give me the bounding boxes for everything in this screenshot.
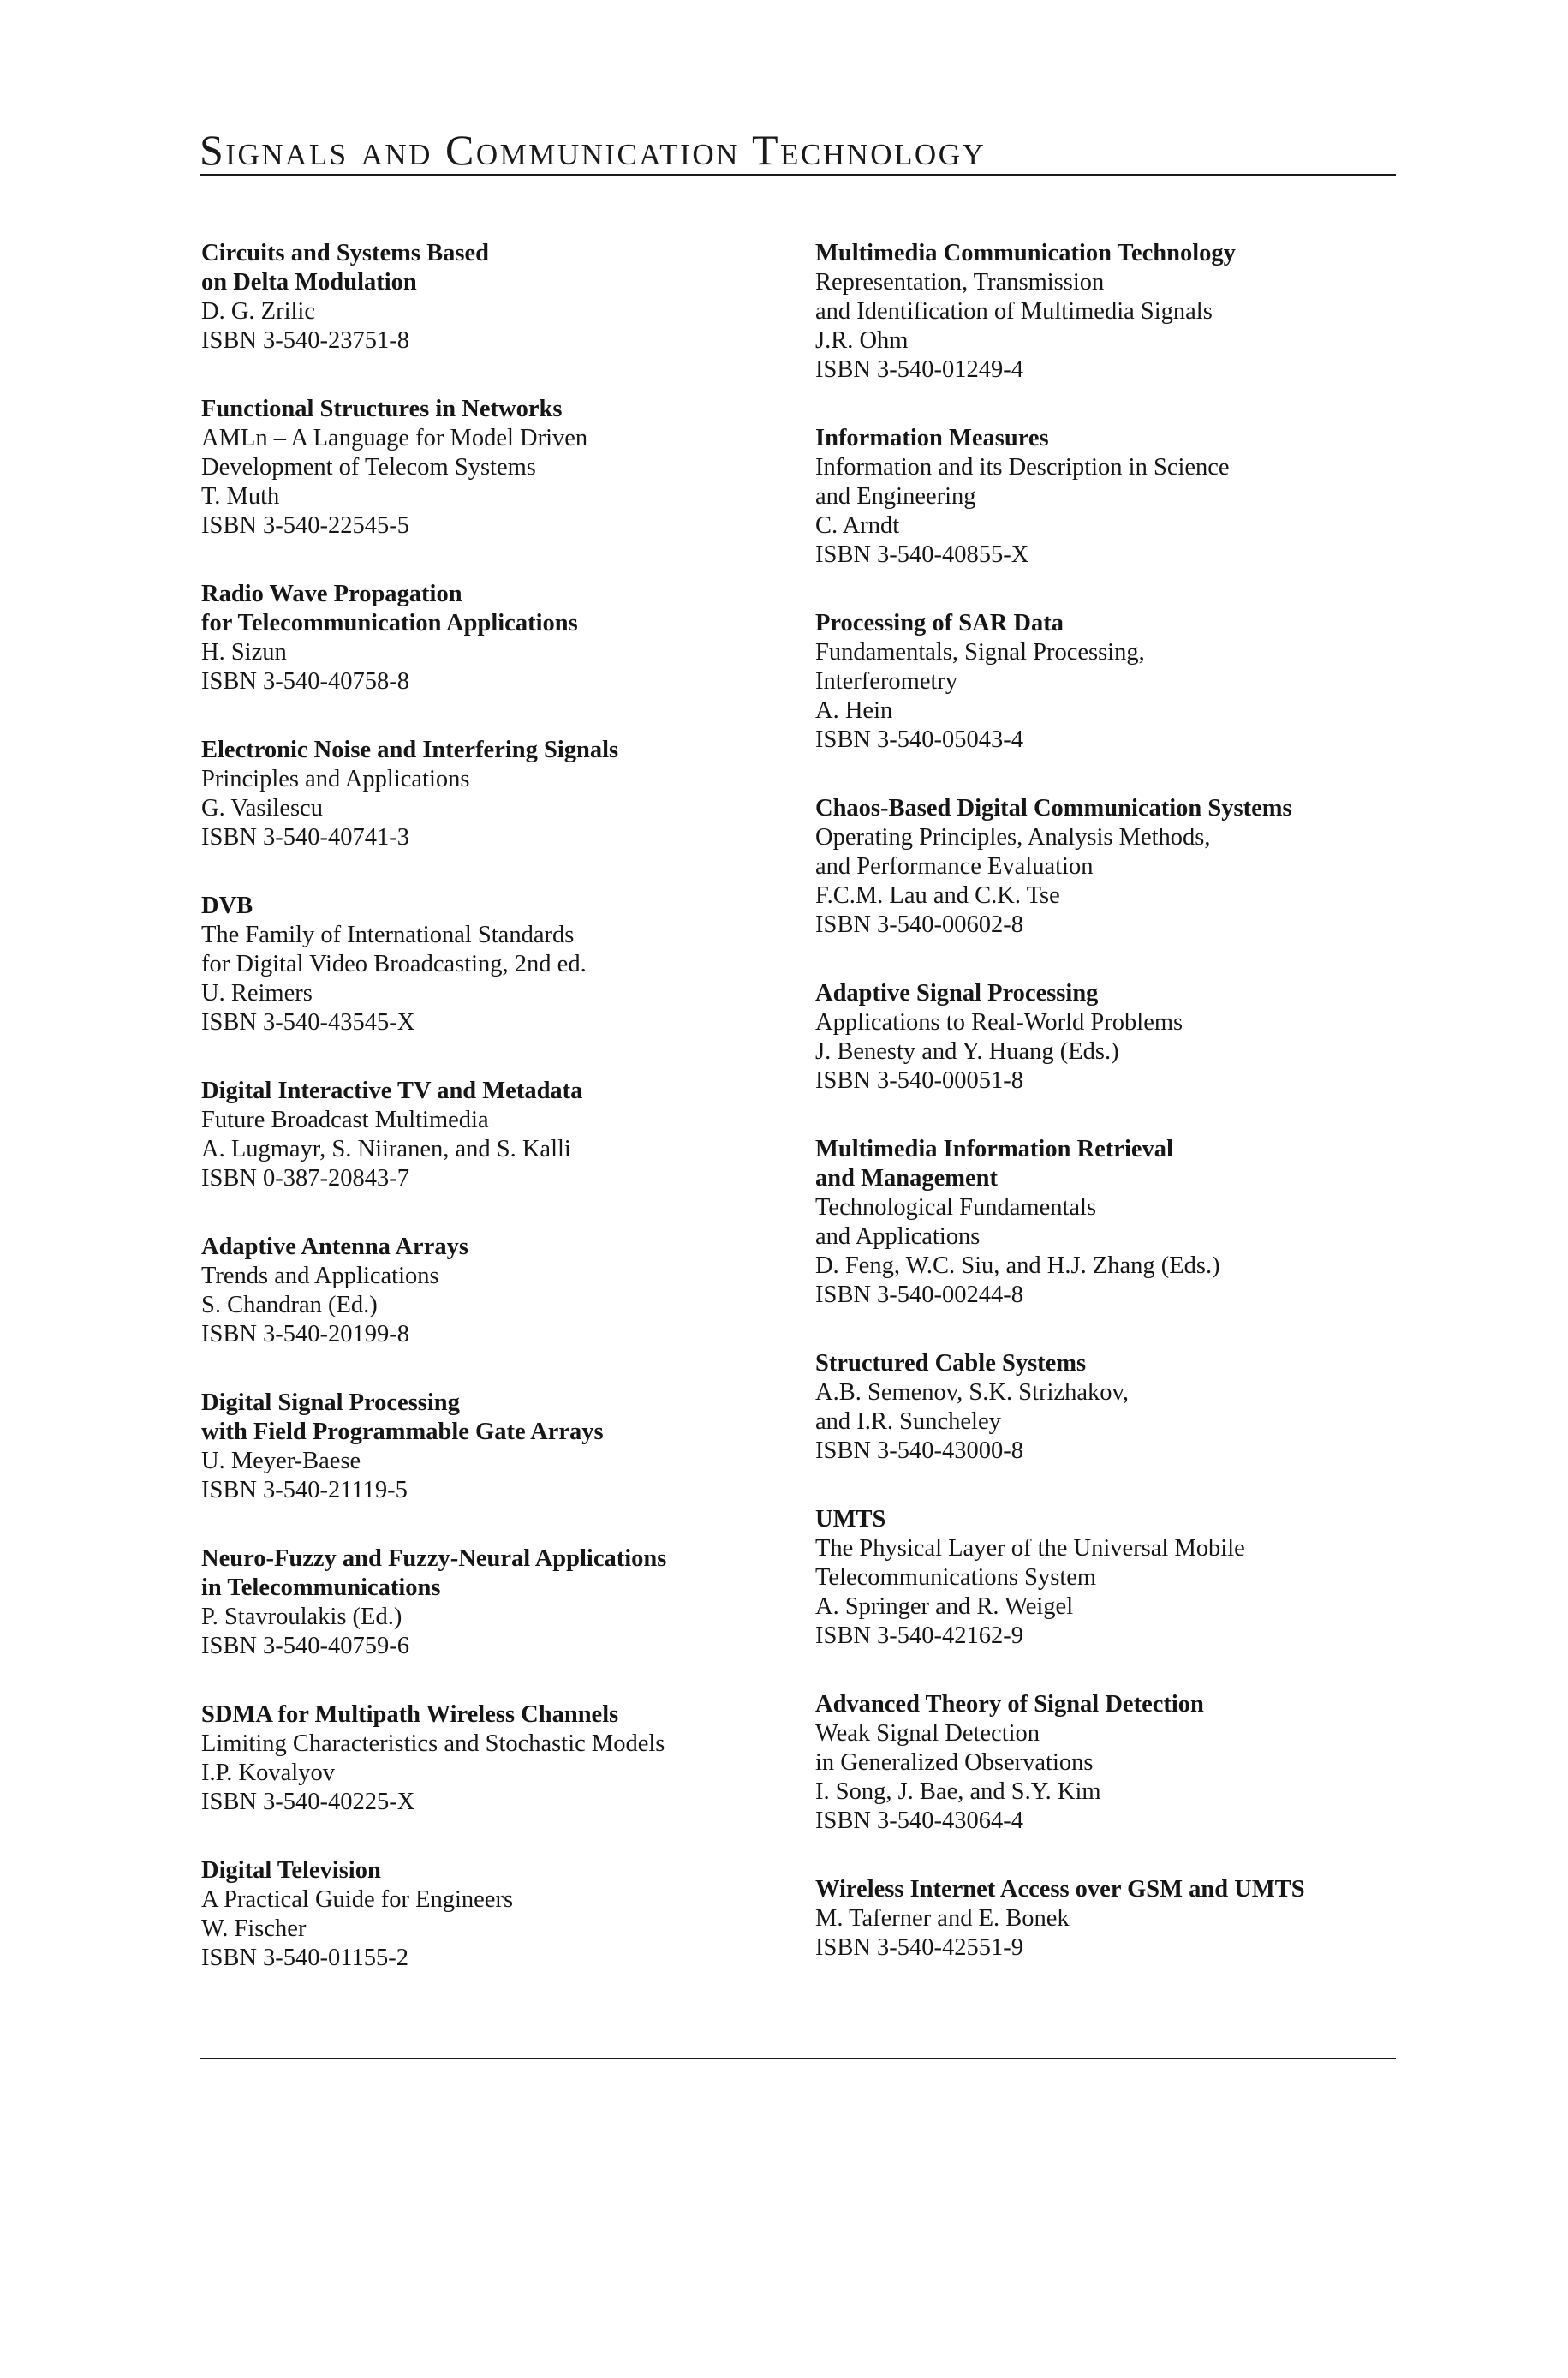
isbn-line: ISBN 0-387-20843-7 bbox=[201, 1165, 410, 1192]
book-title-line: Chaos-Based Digital Communication Systems bbox=[815, 795, 1292, 822]
book-detail-line: J. Benesty and Y. Huang (Eds.) bbox=[815, 1038, 1119, 1065]
book-detail-line: A.B. Semenov, S.K. Strizhakov, bbox=[815, 1379, 1129, 1406]
book-entry bbox=[815, 794, 1398, 940]
book-title-line: Multimedia Communication Technology bbox=[815, 240, 1236, 266]
isbn-line: ISBN 3-540-00051-8 bbox=[815, 1067, 1024, 1094]
isbn-line: ISBN 3-540-40759-6 bbox=[201, 1633, 410, 1659]
isbn-line: ISBN 3-540-42162-9 bbox=[815, 1622, 1024, 1649]
book-detail-line: Applications to Real-World Problems bbox=[815, 1009, 1183, 1036]
isbn-line: ISBN 3-540-40855-X bbox=[815, 541, 1029, 568]
book-detail-line: A. Springer and R. Weigel bbox=[815, 1593, 1074, 1620]
book-title-line: Structured Cable Systems bbox=[815, 1350, 1087, 1377]
book-detail-line: Weak Signal Detection bbox=[815, 1720, 1040, 1747]
book-detail-line: G. Vasilescu bbox=[201, 795, 323, 822]
book-entry bbox=[201, 1856, 784, 1973]
book-detail-line: Representation, Transmission bbox=[815, 269, 1105, 296]
isbn-line: ISBN 3-540-00244-8 bbox=[815, 1282, 1024, 1308]
book-entry bbox=[815, 1349, 1398, 1466]
book-detail-line: Interferometry bbox=[815, 668, 958, 695]
isbn-line: ISBN 3-540-20199-8 bbox=[201, 1321, 410, 1347]
book-title-line: on Delta Modulation bbox=[201, 269, 417, 296]
book-detail-line: Trends and Applications bbox=[201, 1263, 439, 1289]
book-title-line: Adaptive Signal Processing bbox=[815, 980, 1099, 1007]
isbn-line: ISBN 3-540-01155-2 bbox=[201, 1945, 408, 1971]
book-title-line: Electronic Noise and Interfering Signals bbox=[201, 737, 619, 763]
book-entry bbox=[815, 979, 1398, 1096]
book-entry bbox=[201, 892, 784, 1037]
book-entry bbox=[815, 239, 1398, 385]
isbn-line: ISBN 3-540-40758-8 bbox=[201, 668, 410, 695]
book-list-right-column bbox=[815, 239, 1398, 2002]
book-detail-line: and Engineering bbox=[815, 483, 976, 510]
book-detail-line: D. Feng, W.C. Siu, and H.J. Zhang (Eds.) bbox=[815, 1252, 1220, 1279]
isbn-line: ISBN 3-540-00602-8 bbox=[815, 911, 1024, 938]
isbn-line: ISBN 3-540-43000-8 bbox=[815, 1437, 1024, 1464]
book-title-line: Digital Signal Processing bbox=[201, 1389, 460, 1416]
book-detail-line: for Digital Video Broadcasting, 2nd ed. bbox=[201, 951, 587, 977]
book-title-line: Circuits and Systems Based bbox=[201, 240, 489, 266]
book-detail-line: S. Chandran (Ed.) bbox=[201, 1292, 378, 1318]
book-entry bbox=[815, 609, 1398, 755]
isbn-line: ISBN 3-540-21119-5 bbox=[201, 1477, 408, 1503]
book-detail-line: J.R. Ohm bbox=[815, 327, 909, 354]
book-detail-line: F.C.M. Lau and C.K. Tse bbox=[815, 882, 1060, 909]
book-title-line: Neuro-Fuzzy and Fuzzy-Neural Applications bbox=[201, 1545, 667, 1572]
book-detail-line: Information and its Description in Science bbox=[815, 454, 1230, 481]
book-detail-line: Technological Fundamentals bbox=[815, 1194, 1097, 1221]
book-detail-line: Principles and Applications bbox=[201, 766, 470, 792]
book-detail-line: D. G. Zrilic bbox=[201, 298, 315, 325]
isbn-line: ISBN 3-540-22545-5 bbox=[201, 512, 410, 539]
book-detail-line: M. Taferner and E. Bonek bbox=[815, 1905, 1070, 1932]
book-title-line: Wireless Internet Access over GSM and UMTS bbox=[815, 1876, 1305, 1903]
book-detail-line: P. Stavroulakis (Ed.) bbox=[201, 1604, 402, 1630]
book-title-line: Radio Wave Propagation bbox=[201, 581, 462, 607]
book-detail-line: I.P. Kovalyov bbox=[201, 1760, 335, 1786]
book-detail-line: I. Song, J. Bae, and S.Y. Kim bbox=[815, 1778, 1101, 1805]
book-title-line: and Management bbox=[815, 1165, 998, 1192]
book-detail-line: H. Sizun bbox=[201, 639, 287, 666]
book-title-line: Adaptive Antenna Arrays bbox=[201, 1234, 468, 1260]
isbn-line: ISBN 3-540-23751-8 bbox=[201, 327, 410, 354]
book-detail-line: and Identification of Multimedia Signals bbox=[815, 298, 1213, 325]
book-title-line: Digital Television bbox=[201, 1857, 381, 1884]
book-entry bbox=[201, 1233, 784, 1349]
book-entry bbox=[201, 736, 784, 852]
book-detail-line: A Practical Guide for Engineers bbox=[201, 1886, 514, 1913]
book-detail-line: U. Meyer-Baese bbox=[201, 1448, 361, 1474]
book-detail-line: Limiting Characteristics and Stochastic Models bbox=[201, 1730, 665, 1757]
isbn-line: ISBN 3-540-01249-4 bbox=[815, 356, 1024, 383]
book-entry bbox=[815, 424, 1398, 570]
book-title-line: UMTS bbox=[815, 1506, 886, 1533]
book-detail-line: A. Hein bbox=[815, 697, 893, 724]
book-title-line: with Field Programmable Gate Arrays bbox=[201, 1419, 604, 1445]
book-detail-line: and I.R. Suncheley bbox=[815, 1408, 1001, 1435]
book-detail-line: C. Arndt bbox=[815, 512, 900, 539]
book-entry bbox=[201, 1545, 784, 1661]
book-title-line: Functional Structures in Networks bbox=[201, 396, 563, 422]
book-entry bbox=[815, 1875, 1398, 1963]
book-title-line: Processing of SAR Data bbox=[815, 610, 1064, 636]
header-rule bbox=[200, 174, 1396, 176]
page-title: Signals and Communication Technology bbox=[200, 126, 987, 174]
book-detail-line: Development of Telecom Systems bbox=[201, 454, 536, 481]
book-entry bbox=[201, 1700, 784, 1817]
isbn-line: ISBN 3-540-40225-X bbox=[201, 1789, 415, 1815]
book-title-line: SDMA for Multipath Wireless Channels bbox=[201, 1701, 619, 1728]
book-detail-line: T. Muth bbox=[201, 483, 280, 510]
book-title-line: Digital Interactive TV and Metadata bbox=[201, 1078, 583, 1104]
book-entry bbox=[815, 1135, 1398, 1310]
book-detail-line: U. Reimers bbox=[201, 980, 313, 1007]
isbn-line: ISBN 3-540-05043-4 bbox=[815, 726, 1024, 753]
book-detail-line: Future Broadcast Multimedia bbox=[201, 1107, 489, 1133]
book-title-line: Advanced Theory of Signal Detection bbox=[815, 1691, 1204, 1718]
book-detail-line: AMLn – A Language for Model Driven bbox=[201, 425, 588, 451]
isbn-line: ISBN 3-540-43064-4 bbox=[815, 1807, 1024, 1834]
book-entry bbox=[815, 1690, 1398, 1836]
book-detail-line: W. Fischer bbox=[201, 1915, 307, 1942]
book-detail-line: and Applications bbox=[815, 1223, 981, 1250]
book-entry bbox=[201, 1389, 784, 1505]
book-entry bbox=[815, 1505, 1398, 1651]
book-detail-line: and Performance Evaluation bbox=[815, 853, 1094, 880]
book-detail-line: Telecommunications System bbox=[815, 1564, 1097, 1591]
book-list-left-column bbox=[201, 239, 784, 2012]
book-title-line: in Telecommunications bbox=[201, 1574, 441, 1601]
book-detail-line: The Physical Layer of the Universal Mobile bbox=[815, 1535, 1245, 1562]
book-entry bbox=[201, 580, 784, 696]
footer-rule bbox=[200, 2058, 1396, 2059]
book-title-line: Multimedia Information Retrieval bbox=[815, 1136, 1173, 1162]
isbn-line: ISBN 3-540-42551-9 bbox=[815, 1934, 1024, 1961]
book-detail-line: Operating Principles, Analysis Methods, bbox=[815, 824, 1211, 851]
book-detail-line: in Generalized Observations bbox=[815, 1749, 1094, 1776]
book-detail-line: A. Lugmayr, S. Niiranen, and S. Kalli bbox=[201, 1136, 571, 1162]
book-detail-line: Fundamentals, Signal Processing, bbox=[815, 639, 1145, 666]
book-entry bbox=[201, 239, 784, 356]
isbn-line: ISBN 3-540-43545-X bbox=[201, 1009, 415, 1036]
book-entry bbox=[201, 1077, 784, 1193]
book-detail-line: The Family of International Standards bbox=[201, 922, 575, 948]
book-entry bbox=[201, 395, 784, 541]
book-title-line: for Telecommunication Applications bbox=[201, 610, 578, 636]
book-title-line: DVB bbox=[201, 893, 253, 919]
book-title-line: Information Measures bbox=[815, 425, 1049, 451]
isbn-line: ISBN 3-540-40741-3 bbox=[201, 824, 410, 851]
